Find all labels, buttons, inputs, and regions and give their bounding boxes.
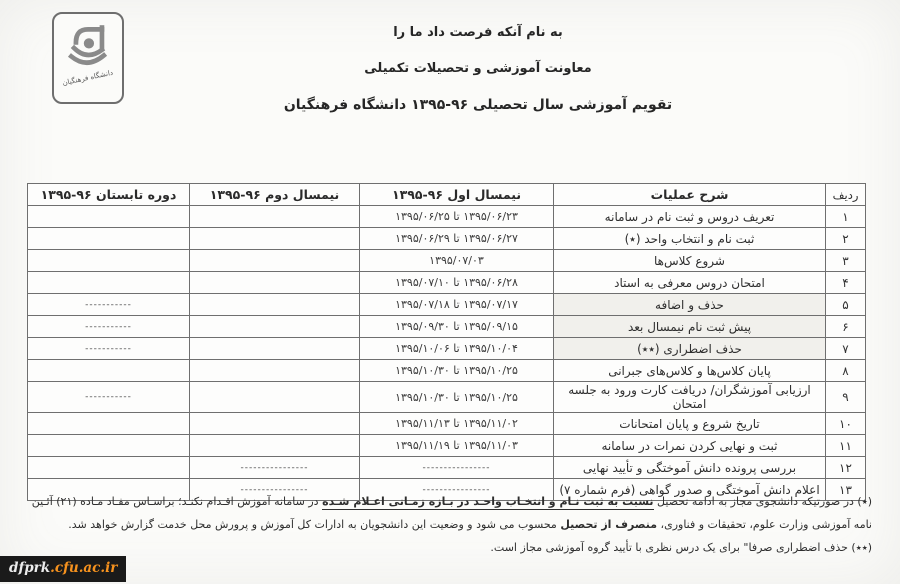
cell-operation-description: پایان کلاس‌ها و کلاس‌های جبرانی (554, 360, 826, 382)
cell-second-semester-dates (190, 413, 360, 435)
cell-summer-term-dates: ----------- (28, 294, 190, 316)
cell-summer-term-dates (28, 228, 190, 250)
footnote-1b-text-start: نامه آموزشی وزارت علوم، تحقیقات و فناوری، (657, 518, 872, 531)
department-line: معاونت آموزشی و تحصیلات تکمیلی (364, 61, 592, 76)
cell-summer-term-dates (28, 272, 190, 294)
footnote-1b-text-end: محسوب می شود و وضعیت این دانشجویان به ادارات کل آموزش و پرورش محل خدمت گزارش خواهد شد. (68, 518, 561, 531)
cell-row-number: ۸ (826, 360, 866, 382)
cell-operation-description: بررسی پرونده دانش آموختگی و تأیید نهایی (554, 457, 826, 479)
table-row (28, 435, 866, 457)
cell-summer-term-dates: ----------- (28, 382, 190, 413)
cell-first-semester-dates: ۱۳۹۵/۱۱/۰۳ تا ۱۳۹۵/۱۱/۱۹ (360, 435, 554, 457)
cell-row-number: ۱۳ (826, 479, 866, 501)
cell-operation-description: پیش ثبت نام نیمسال بعد (554, 316, 826, 338)
site-watermark (0, 556, 126, 582)
footnote-1-line-1 (16, 495, 872, 508)
cell-second-semester-dates (190, 338, 360, 360)
cell-second-semester-dates: ---------------- (190, 479, 360, 501)
cell-row-number: ۱ (826, 206, 866, 228)
watermark-site-name: dfprk (9, 560, 51, 576)
bismillah-line: به نام آنکه فرصت داد ما را (393, 25, 563, 40)
footnote-1-text-end: در سامانه آموزش اقـدام نکنـد؛ براسـاس مفـاد مـاده (۲۱) آئـین (31, 495, 323, 508)
cell-operation-description: شروع کلاس‌ها (554, 250, 826, 272)
logo-caption: دانشگاه فرهنگیان (62, 68, 114, 88)
cell-summer-term-dates (28, 360, 190, 382)
footnote-1-line-2 (16, 518, 872, 531)
column-header-second-semester: نیمسال دوم ۹۶-۱۳۹۵ (190, 184, 360, 206)
table-row (28, 294, 866, 316)
column-header-row-number: ردیف (826, 184, 866, 206)
cell-operation-description: حذف اضطراری (٭٭) (554, 338, 826, 360)
cell-operation-description: ارزیابی آموزشگران/ دریافت کارت ورود به جلسه امتحان (554, 382, 826, 413)
table-row (28, 316, 866, 338)
cell-row-number: ۱۲ (826, 457, 866, 479)
table-row (28, 228, 866, 250)
column-header-first-semester: نیمسال اول ۹۶-۱۳۹۵ (360, 184, 554, 206)
cell-row-number: ۱۰ (826, 413, 866, 435)
cell-row-number: ۲ (826, 228, 866, 250)
table-row (28, 272, 866, 294)
cell-first-semester-dates: ۱۳۹۵/۱۰/۲۵ تا ۱۳۹۵/۱۰/۳۰ (360, 382, 554, 413)
cell-second-semester-dates (190, 250, 360, 272)
cell-summer-term-dates: ----------- (28, 338, 190, 360)
cell-second-semester-dates (190, 272, 360, 294)
table-row (28, 360, 866, 382)
cell-first-semester-dates: ۱۳۹۵/۱۰/۲۵ تا ۱۳۹۵/۱۰/۳۰ (360, 360, 554, 382)
cell-row-number: ۷ (826, 338, 866, 360)
cell-row-number: ۹ (826, 382, 866, 413)
table-row (28, 206, 866, 228)
cell-second-semester-dates (190, 360, 360, 382)
footnotes (16, 495, 872, 564)
cell-first-semester-dates: ---------------- (360, 479, 554, 501)
cell-first-semester-dates: ---------------- (360, 457, 554, 479)
cell-operation-description: ثبت نام و انتخاب واحد (٭) (554, 228, 826, 250)
cell-first-semester-dates: ۱۳۹۵/۰۶/۲۳ تا ۱۳۹۵/۰۶/۲۵ (360, 206, 554, 228)
cell-first-semester-dates: ۱۳۹۵/۱۱/۰۲ تا ۱۳۹۵/۱۱/۱۳ (360, 413, 554, 435)
document-title: تقویم آموزشی سال تحصیلی ۹۶-۱۳۹۵ دانشگاه فرهنگیان (283, 97, 673, 113)
cell-first-semester-dates: ۱۳۹۵/۰۶/۲۸ تا ۱۳۹۵/۰۷/۱۰ (360, 272, 554, 294)
cell-summer-term-dates (28, 435, 190, 457)
footnote-2: (٭٭) حذف اضطراری صرفا" برای یک درس نظری با تأیید گروه آموزشی مجاز است. (490, 541, 872, 554)
cell-summer-term-dates (28, 206, 190, 228)
cell-row-number: ۶ (826, 316, 866, 338)
cell-summer-term-dates (28, 413, 190, 435)
table-row (28, 338, 866, 360)
column-header-operations: شرح عملیات (554, 184, 826, 206)
cell-second-semester-dates (190, 382, 360, 413)
cell-operation-description: حذف و اضافه (554, 294, 826, 316)
cell-first-semester-dates: ۱۳۹۵/۱۰/۰۴ تا ۱۳۹۵/۱۰/۰۶ (360, 338, 554, 360)
cell-first-semester-dates: ۱۳۹۵/۰۷/۱۷ تا ۱۳۹۵/۰۷/۱۸ (360, 294, 554, 316)
cell-first-semester-dates: ۱۳۹۵/۰۹/۱۵ تا ۱۳۹۵/۰۹/۳۰ (360, 316, 554, 338)
cell-first-semester-dates: ۱۳۹۵/۰۶/۲۷ تا ۱۳۹۵/۰۶/۲۹ (360, 228, 554, 250)
cell-summer-term-dates (28, 457, 190, 479)
footnote-1-text-start: (٭) در صورتیکه دانشجوی مجاز به ادامه تحصیل (653, 495, 872, 508)
cell-second-semester-dates (190, 294, 360, 316)
cell-second-semester-dates (190, 435, 360, 457)
table-header-row (28, 184, 866, 206)
cell-second-semester-dates (190, 228, 360, 250)
table-row (28, 457, 866, 479)
cell-summer-term-dates (28, 250, 190, 272)
cell-operation-description: اعلام دانش آموختگی و صدور گواهی (فرم شماره ۷) (554, 479, 826, 501)
footnote-1-underlined-phrase: نسبت به ثبت نـام و انتخـاب واحـد در بـازه زمـانی اعـلام شـده (322, 495, 654, 508)
column-header-summer-term: دوره تابستان ۹۶-۱۳۹۵ (28, 184, 190, 206)
cell-row-number: ۵ (826, 294, 866, 316)
cell-row-number: ۱۱ (826, 435, 866, 457)
cell-operation-description: تاریخ شروع و پایان امتحانات (554, 413, 826, 435)
footnote-1b-bold-phrase: منصرف از تحصیل (560, 518, 658, 531)
cell-second-semester-dates (190, 206, 360, 228)
cell-operation-description: تعریف دروس و ثبت نام در سامانه (554, 206, 826, 228)
table-row (28, 250, 866, 272)
watermark-domain: .cfu.ac.ir (50, 560, 118, 576)
cell-operation-description: ثبت و نهایی کردن نمرات در سامانه (554, 435, 826, 457)
cell-first-semester-dates: ۱۳۹۵/۰۷/۰۳ (360, 250, 554, 272)
cell-second-semester-dates: ---------------- (190, 457, 360, 479)
cell-row-number: ۳ (826, 250, 866, 272)
cell-summer-term-dates: ----------- (28, 316, 190, 338)
cell-second-semester-dates (190, 316, 360, 338)
academic-calendar-table (27, 183, 866, 501)
table-row (28, 382, 866, 413)
table-row (28, 413, 866, 435)
cell-row-number: ۴ (826, 272, 866, 294)
cell-operation-description: امتحان دروس معرفی به استاد (554, 272, 826, 294)
